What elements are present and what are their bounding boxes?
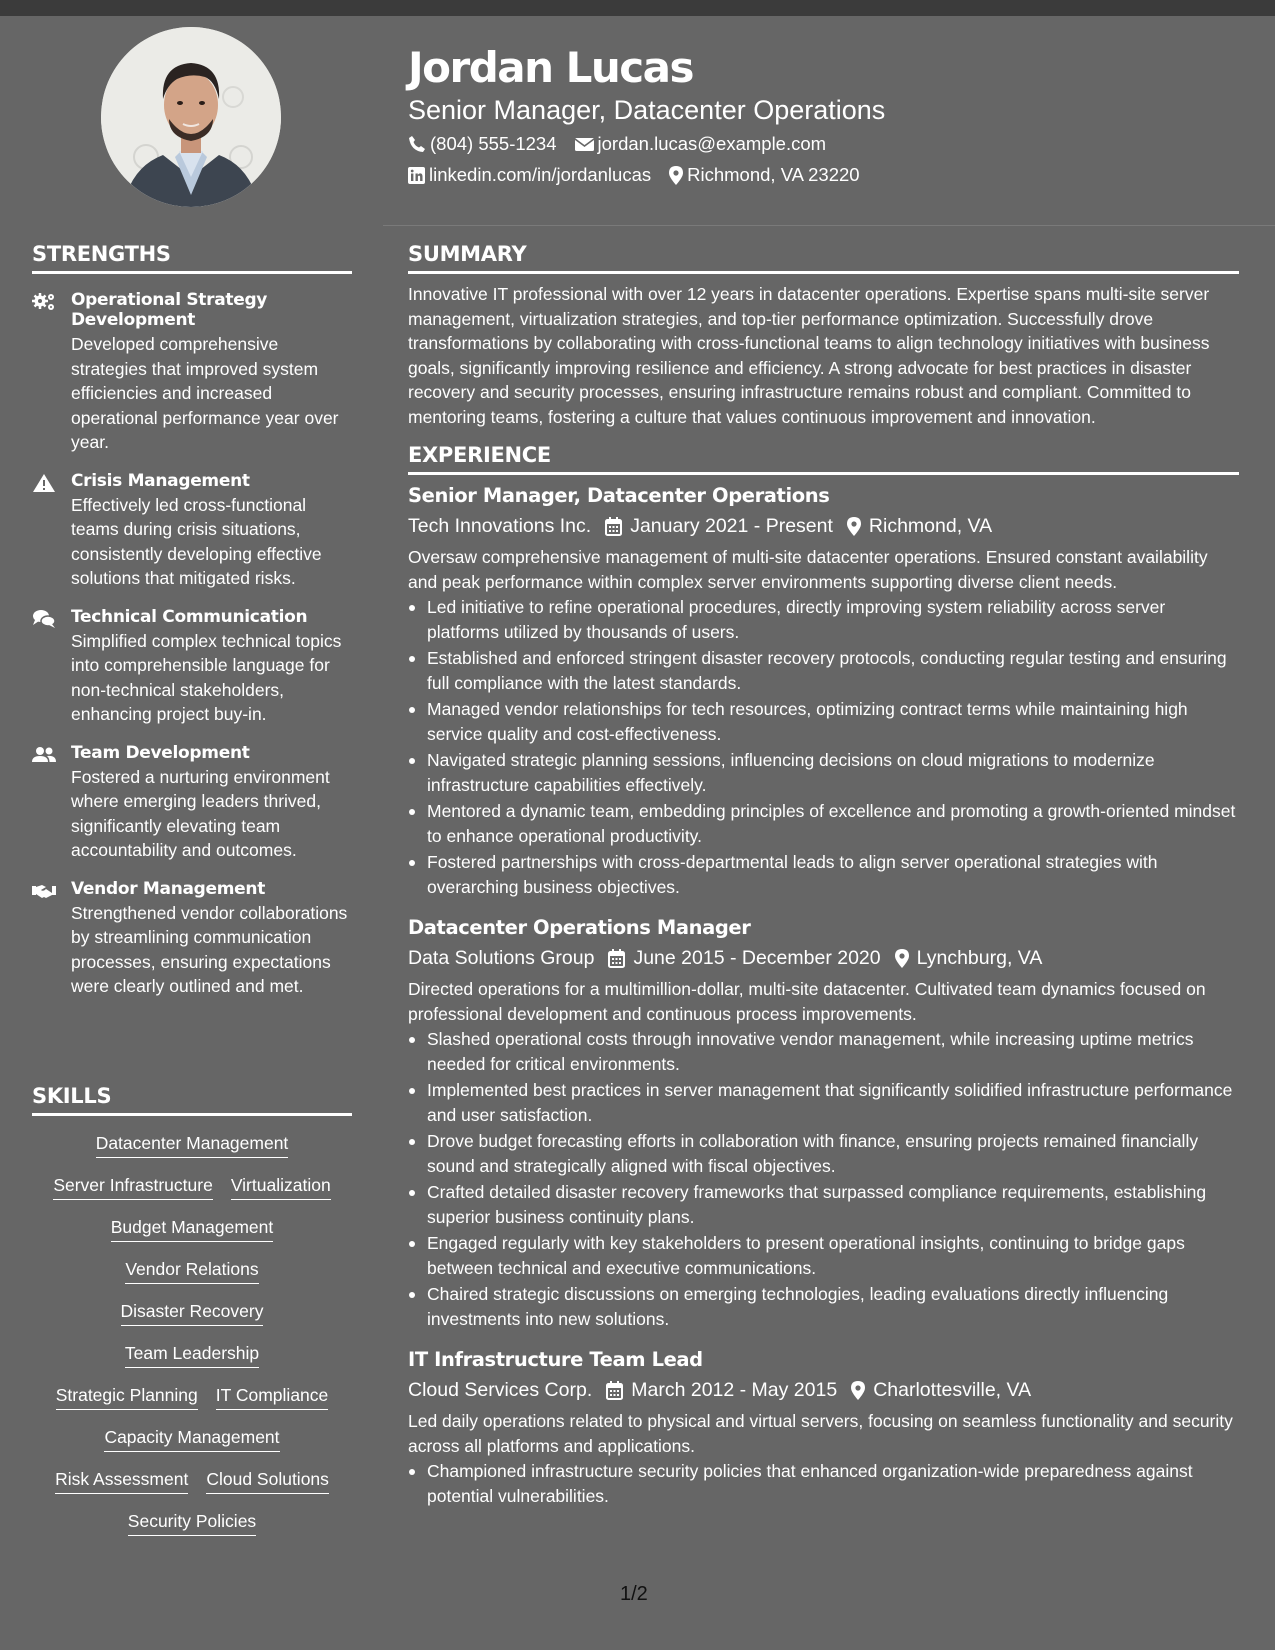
- strength-description: Fostered a nurturing environment where emerging leaders thrived, significantly elevating team accountability and outcomes.: [71, 766, 330, 860]
- skill-row: [32, 1425, 352, 1452]
- gears-icon: [32, 292, 56, 312]
- phone-text: (804) 555-1234: [430, 133, 557, 154]
- job-company: Tech Innovations Inc.: [408, 515, 592, 537]
- strength-item: [32, 743, 352, 863]
- strength-item: [32, 290, 352, 455]
- linkedin-icon: [408, 167, 425, 184]
- candidate-role: Senior Manager, Datacenter Operations: [408, 95, 886, 125]
- job-dates-text: March 2012 - May 2015: [631, 1379, 838, 1401]
- strength-title: Operational Strategy Development: [71, 290, 268, 330]
- contact-row: [408, 162, 1238, 188]
- main-column: [408, 242, 1239, 1510]
- calendar-icon: [605, 517, 622, 536]
- candidate-name: Jordan Lucas: [408, 43, 694, 92]
- job-location-text: Richmond, VA: [868, 515, 993, 537]
- skill-row: [32, 1173, 352, 1200]
- job-location: [847, 513, 992, 539]
- skill-tag: Budget Management: [111, 1215, 273, 1242]
- experience-heading: EXPERIENCE: [408, 443, 1239, 475]
- job-description: Oversaw comprehensive management of multi-site datacenter operations. Ensured constant availability and peak performance within complex server environments supporting diverse client needs.: [408, 547, 1208, 592]
- skill-tag: Strategic Planning: [56, 1383, 198, 1410]
- job-meta: [408, 513, 1239, 539]
- job-bullets: [408, 595, 1239, 899]
- calendar-icon: [606, 1381, 623, 1400]
- resume-header: [408, 42, 1238, 188]
- skill-tag: Security Policies: [128, 1509, 256, 1536]
- job-bullet: Navigated strategic planning sessions, influencing decisions on cloud migrations to modernize infrastructure capabilities effectively.: [408, 748, 1239, 797]
- job-entry: [408, 483, 1239, 899]
- skill-tag: Capacity Management: [104, 1425, 279, 1452]
- skill-row: [32, 1383, 352, 1410]
- skill-tag: Cloud Solutions: [206, 1467, 329, 1494]
- location-contact: [669, 162, 859, 188]
- strength-title: Technical Communication: [71, 606, 308, 627]
- handshake-icon: [32, 881, 56, 901]
- job-dates-text: January 2021 - Present: [630, 515, 833, 537]
- job-location: [895, 945, 1043, 971]
- skill-row: [32, 1299, 352, 1326]
- job-title: Datacenter Operations Manager: [408, 916, 751, 939]
- skills-section: [32, 1084, 352, 1536]
- skill-row: [32, 1341, 352, 1368]
- skill-row: [32, 1215, 352, 1242]
- job-bullet: Led initiative to refine operational procedures, directly improving system reliability across server platforms utilized by thousands of users.: [408, 595, 1239, 644]
- skill-tag: Team Leadership: [125, 1341, 259, 1368]
- job-location: [851, 1377, 1031, 1403]
- viewer-top-bar: [0, 0, 1275, 16]
- skills-heading: SKILLS: [32, 1084, 352, 1116]
- profile-photo: [101, 27, 281, 207]
- strength-item: [32, 879, 352, 999]
- map-pin-icon: [895, 949, 909, 968]
- job-bullet: Slashed operational costs through innovative vendor management, while increasing uptime metrics needed for critical environments.: [408, 1027, 1239, 1076]
- job-dates-text: June 2015 - December 2020: [633, 947, 881, 969]
- calendar-icon: [608, 949, 625, 968]
- summary-heading: SUMMARY: [408, 242, 1239, 274]
- job-dates: [605, 513, 833, 539]
- map-pin-icon: [847, 517, 861, 536]
- skill-row: [32, 1257, 352, 1284]
- job-bullet: Engaged regularly with key stakeholders to present operational insights, continuing to bridge gaps between technical and executive communications.: [408, 1231, 1239, 1280]
- users-icon: [32, 745, 56, 765]
- strength-description: Simplified complex technical topics into comprehensible language for non-technical stakeholders, enhancing project buy-in.: [71, 630, 342, 724]
- job-bullet: Championed infrastructure security policies that enhanced organization-wide preparedness against potential vulnerabilities.: [408, 1459, 1239, 1508]
- strength-item: [32, 471, 352, 591]
- job-bullet: Drove budget forecasting efforts in collaboration with finance, ensuring projects remained financially sound and strategically aligned with fiscal objectives.: [408, 1129, 1239, 1178]
- job-meta: [408, 945, 1239, 971]
- job-location-text: Lynchburg, VA: [916, 947, 1043, 969]
- strength-description: Effectively led cross-functional teams during crisis situations, consistently developing effective solutions that mitigated risks.: [71, 494, 322, 588]
- job-entry: [408, 915, 1239, 1331]
- warning-icon: [32, 473, 56, 493]
- job-title: IT Infrastructure Team Lead: [408, 1348, 703, 1371]
- strength-item: [32, 607, 352, 727]
- job-entry: [408, 1347, 1239, 1508]
- job-bullet: Mentored a dynamic team, embedding principles of excellence and promoting a growth-oriented mindset to enhance operational productivity.: [408, 799, 1239, 848]
- email-text[interactable]: jordan.lucas@example.com: [597, 133, 827, 154]
- job-bullet: Crafted detailed disaster recovery frameworks that surpassed compliance requirements, establishing superior business continuity plans.: [408, 1180, 1239, 1229]
- page-number: 1/2: [620, 1583, 648, 1605]
- job-location-text: Charlottesville, VA: [873, 1379, 1032, 1401]
- job-company: Cloud Services Corp.: [408, 1379, 593, 1401]
- comments-icon: [32, 609, 56, 629]
- skill-row: [32, 1131, 352, 1158]
- job-bullet: Managed vendor relationships for tech resources, optimizing contract terms while maintaining high service quality and cost-effectiveness.: [408, 697, 1239, 746]
- strength-title: Crisis Management: [71, 470, 250, 491]
- job-dates: [606, 1377, 837, 1403]
- location-text: Richmond, VA 23220: [687, 164, 860, 185]
- job-bullet: Implemented best practices in server management that significantly solidified infrastructure performance and user satisfaction.: [408, 1078, 1239, 1127]
- linkedin-contact[interactable]: [408, 162, 651, 188]
- job-bullet: Chaired strategic discussions on emerging technologies, leading evaluations directly influencing investments into new solutions.: [408, 1282, 1239, 1331]
- skill-tag: Server Infrastructure: [53, 1173, 213, 1200]
- job-dates: [608, 945, 880, 971]
- email-contact[interactable]: [575, 131, 827, 157]
- map-pin-icon: [669, 166, 683, 185]
- skill-tag: Vendor Relations: [125, 1257, 258, 1284]
- skill-row: [32, 1467, 352, 1494]
- strengths-heading: STRENGTHS: [32, 242, 352, 274]
- strengths-section: [32, 242, 352, 999]
- strength-title: Vendor Management: [71, 878, 266, 899]
- phone-icon: [408, 135, 426, 153]
- skill-tag: Datacenter Management: [96, 1131, 289, 1158]
- strength-title: Team Development: [71, 742, 250, 763]
- job-description: Led daily operations related to physical and virtual servers, focusing on seamless functionality and security across all platforms and applications.: [408, 1411, 1233, 1456]
- job-bullet: Established and enforced stringent disaster recovery protocols, conducting regular testing and ensuring full compliance with the latest standards.: [408, 646, 1239, 695]
- summary-text: Innovative IT professional with over 12 years in datacenter operations. Expertise spans multi-site server management, virtualization strategies, and top-tier performance optimization. Successfully drove transformations by collaborating with cross-functional teams to align technology initiatives with business goals, significantly improving resilience and efficiency. A strong advocate for best practices in disaster recovery and security processes, ensuring infrastructure remains robust and compliant. Committed to mentoring teams, fostering a culture that values continuous improvement and innovation.: [408, 284, 1210, 427]
- job-bullet: Fostered partnerships with cross-departmental leads to align server operational strategies with overarching business objectives.: [408, 850, 1239, 899]
- map-pin-icon: [851, 1381, 865, 1400]
- header-divider: [383, 225, 1275, 226]
- skill-tag: IT Compliance: [216, 1383, 329, 1410]
- job-title: Senior Manager, Datacenter Operations: [408, 484, 830, 507]
- phone-contact: [408, 131, 557, 157]
- skill-tag: Risk Assessment: [55, 1467, 188, 1494]
- job-bullets: [408, 1459, 1239, 1508]
- skill-row: [32, 1509, 352, 1536]
- job-bullets: [408, 1027, 1239, 1331]
- resume-page: [0, 16, 1275, 1650]
- skill-tag: Disaster Recovery: [121, 1299, 264, 1326]
- job-description: Directed operations for a multimillion-dollar, multi-site datacenter. Cultivated team dynamics focused on professional development and continuous process improvements.: [408, 979, 1206, 1024]
- strength-description: Strengthened vendor collaborations by streamlining communication processes, ensuring expectations were clearly outlined and met.: [71, 902, 348, 996]
- strength-description: Developed comprehensive strategies that improved system efficiencies and increased operational performance year over year.: [71, 334, 339, 452]
- skill-tag: Virtualization: [231, 1173, 331, 1200]
- job-meta: [408, 1377, 1239, 1403]
- experience-section: [408, 443, 1239, 1508]
- job-company: Data Solutions Group: [408, 947, 595, 969]
- contact-row: [408, 131, 1238, 157]
- envelope-icon: [575, 136, 594, 152]
- linkedin-text[interactable]: linkedin.com/in/jordanlucas: [429, 164, 652, 185]
